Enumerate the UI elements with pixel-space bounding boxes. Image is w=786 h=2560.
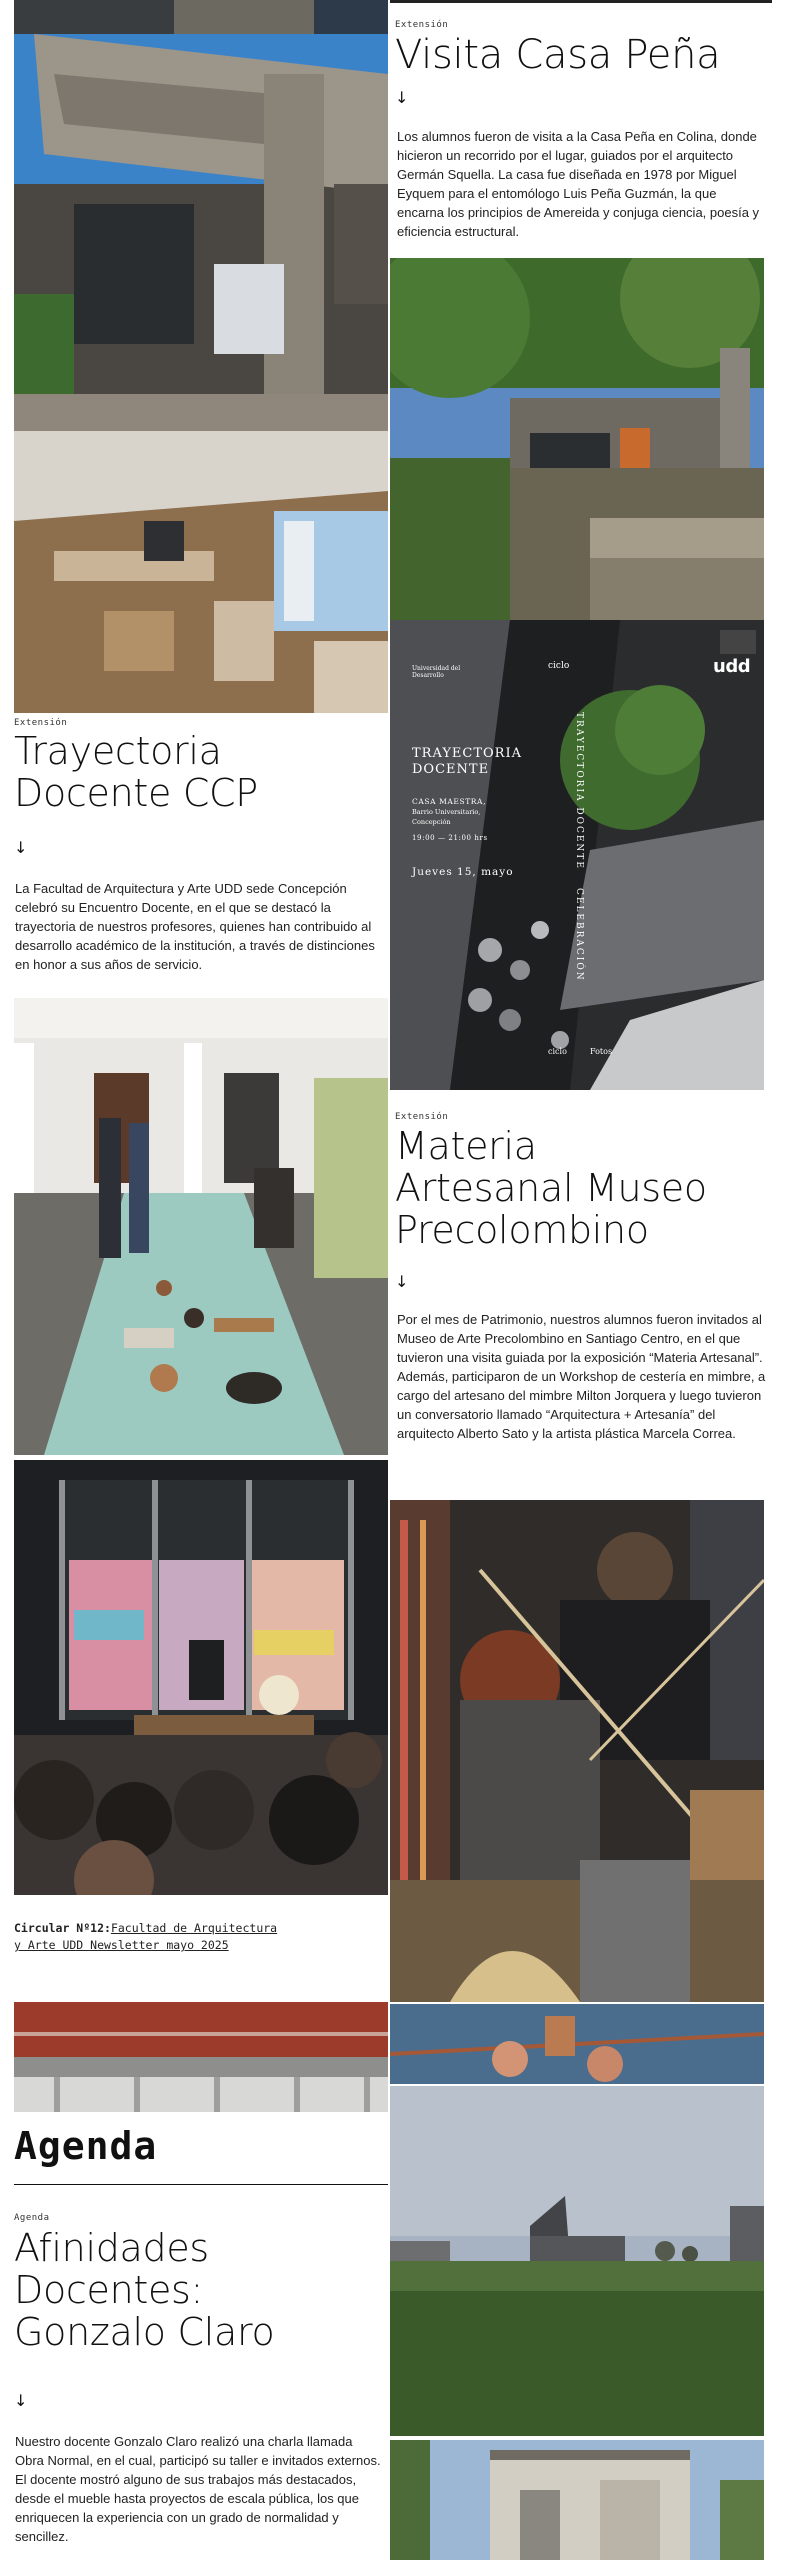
- post-tag: Extensión: [395, 1112, 449, 1122]
- poster-place-2: Barrio Universitario,: [412, 808, 481, 816]
- poster-title: TRAYECTORIA: [412, 746, 522, 761]
- arrow-down-icon: ↓: [395, 88, 409, 107]
- arrow-down-icon: ↓: [14, 838, 28, 857]
- photo-concrete-building: [390, 2440, 764, 2560]
- post-body: Nuestro docente Gonzalo Claro realizó una charla llamada Obra Normal, en el cual, participó su taller e invitados externos. El docente mostró alguno de sus trabajos más destacados, desde el mueble hasta proyectos de escala pública, los que enriquecen la experiencia con un grado de normalidad y sencillez.: [15, 2434, 381, 2544]
- photo-landscape-house: [390, 2086, 764, 2436]
- post-title-line-2: Docente CCP: [14, 771, 258, 815]
- photo-exhibition-lecture: [14, 1460, 388, 1895]
- poster-title-2: DOCENTE: [412, 762, 490, 777]
- photo-top-strip-left: [14, 0, 388, 34]
- post-title-line-1: Materia: [395, 1124, 537, 1168]
- photo-brick-wall: [14, 2002, 388, 2112]
- post-title-line-2: Docentes:: [14, 2268, 204, 2312]
- photo-museo-courtyard: [14, 998, 388, 1455]
- agenda-heading: Agenda: [14, 2124, 158, 2168]
- poster-vertical-celebracion: CELEBRACIÓN: [574, 888, 584, 982]
- poster-bottom-right: Fotos: [590, 1047, 613, 1056]
- photo-wicker-workshop: [390, 1500, 764, 2002]
- post-title-line-3: Precolombino: [395, 1208, 649, 1252]
- poster-place: CASA MAESTRA,: [412, 797, 487, 806]
- newsletter-link-line-1[interactable]: Facultad de Arquitectura: [110, 1921, 278, 1935]
- udd-logo: udd: [713, 656, 751, 677]
- post-title-line-1: Trayectoria: [14, 729, 222, 773]
- post-tag: Agenda: [14, 2213, 50, 2223]
- post-title-line-3: Gonzalo Claro: [14, 2310, 275, 2354]
- post-tag: Extensión: [14, 718, 68, 728]
- post-title-line-2: Artesanal Museo: [395, 1166, 707, 1210]
- poster-time: 19:00 — 21:00 hrs: [412, 834, 488, 842]
- poster-bottom-mid: ciclo: [548, 1047, 567, 1056]
- poster-date: Jueves 15, mayo: [412, 866, 514, 878]
- agenda-divider: [14, 2184, 388, 2185]
- photo-casa-pena-garden: [390, 258, 764, 620]
- post-body: Los alumnos fueron de visita a la Casa Peña en Colina, donde hicieron un recorrido por el lugar, guiados por el arquitecto Germán Squella. La casa fue diseñada en 1978 por Miguel Eyquem para el entomólogo Luis Peña Guzmán, la que encarna los principios de Amereida y conjuga ciencia, poesía y eficiencia estructural.: [397, 129, 760, 239]
- poster-place-3: Concepción: [412, 818, 451, 826]
- post-body: La Facultad de Arquitectura y Arte UDD sede Concepción celebró su Encuentro Docente, en el que se destacó la trayectoria de nuestros profesores, quienes han contribuido al desarrollo académico de la institución, a través de distinciones en honor a sus años de servicio.: [15, 881, 375, 972]
- circular-label: Circular Nº12:: [14, 1921, 111, 1935]
- newsletter-caption: [14, 1920, 386, 1955]
- photo-casa-pena-exterior: [14, 34, 388, 431]
- divider-top-right: [390, 0, 772, 3]
- post-tag: Extensión: [395, 20, 449, 30]
- post-title-line-1: Afinidades: [14, 2226, 209, 2270]
- photo-hands-wicker: [390, 2004, 764, 2084]
- poster-vertical-title: TRAYECTORIA DOCENTE: [574, 712, 584, 870]
- arrow-down-icon: ↓: [14, 2391, 28, 2410]
- poster-brand-mid: ciclo: [548, 661, 570, 671]
- poster-brand-left: Universidad del Desarrollo: [412, 665, 461, 679]
- arrow-down-icon: ↓: [395, 1272, 409, 1291]
- photo-office-interior: [14, 431, 388, 713]
- post-title: Visita Casa Peña: [395, 32, 721, 78]
- post-body: Por el mes de Patrimonio, nuestros alumnos fueron invitados al Museo de Arte Precolombino en Santiago Centro, en el que tuvieron una visita guiada por la exposición “Materia Artesanal”. Además, participaron de un Workshop de cestería en mimbre, a cargo del artesano del mimbre Milton Jorquera y luego tuvieron un conversatorio llamado “Arquitectura + Artesanía” del arquitecto Alberto Sato y la artista plástica Marcela Correa.: [397, 1312, 766, 1441]
- newsletter-link-line-2[interactable]: y Arte UDD Newsletter mayo 2025: [14, 1938, 229, 1953]
